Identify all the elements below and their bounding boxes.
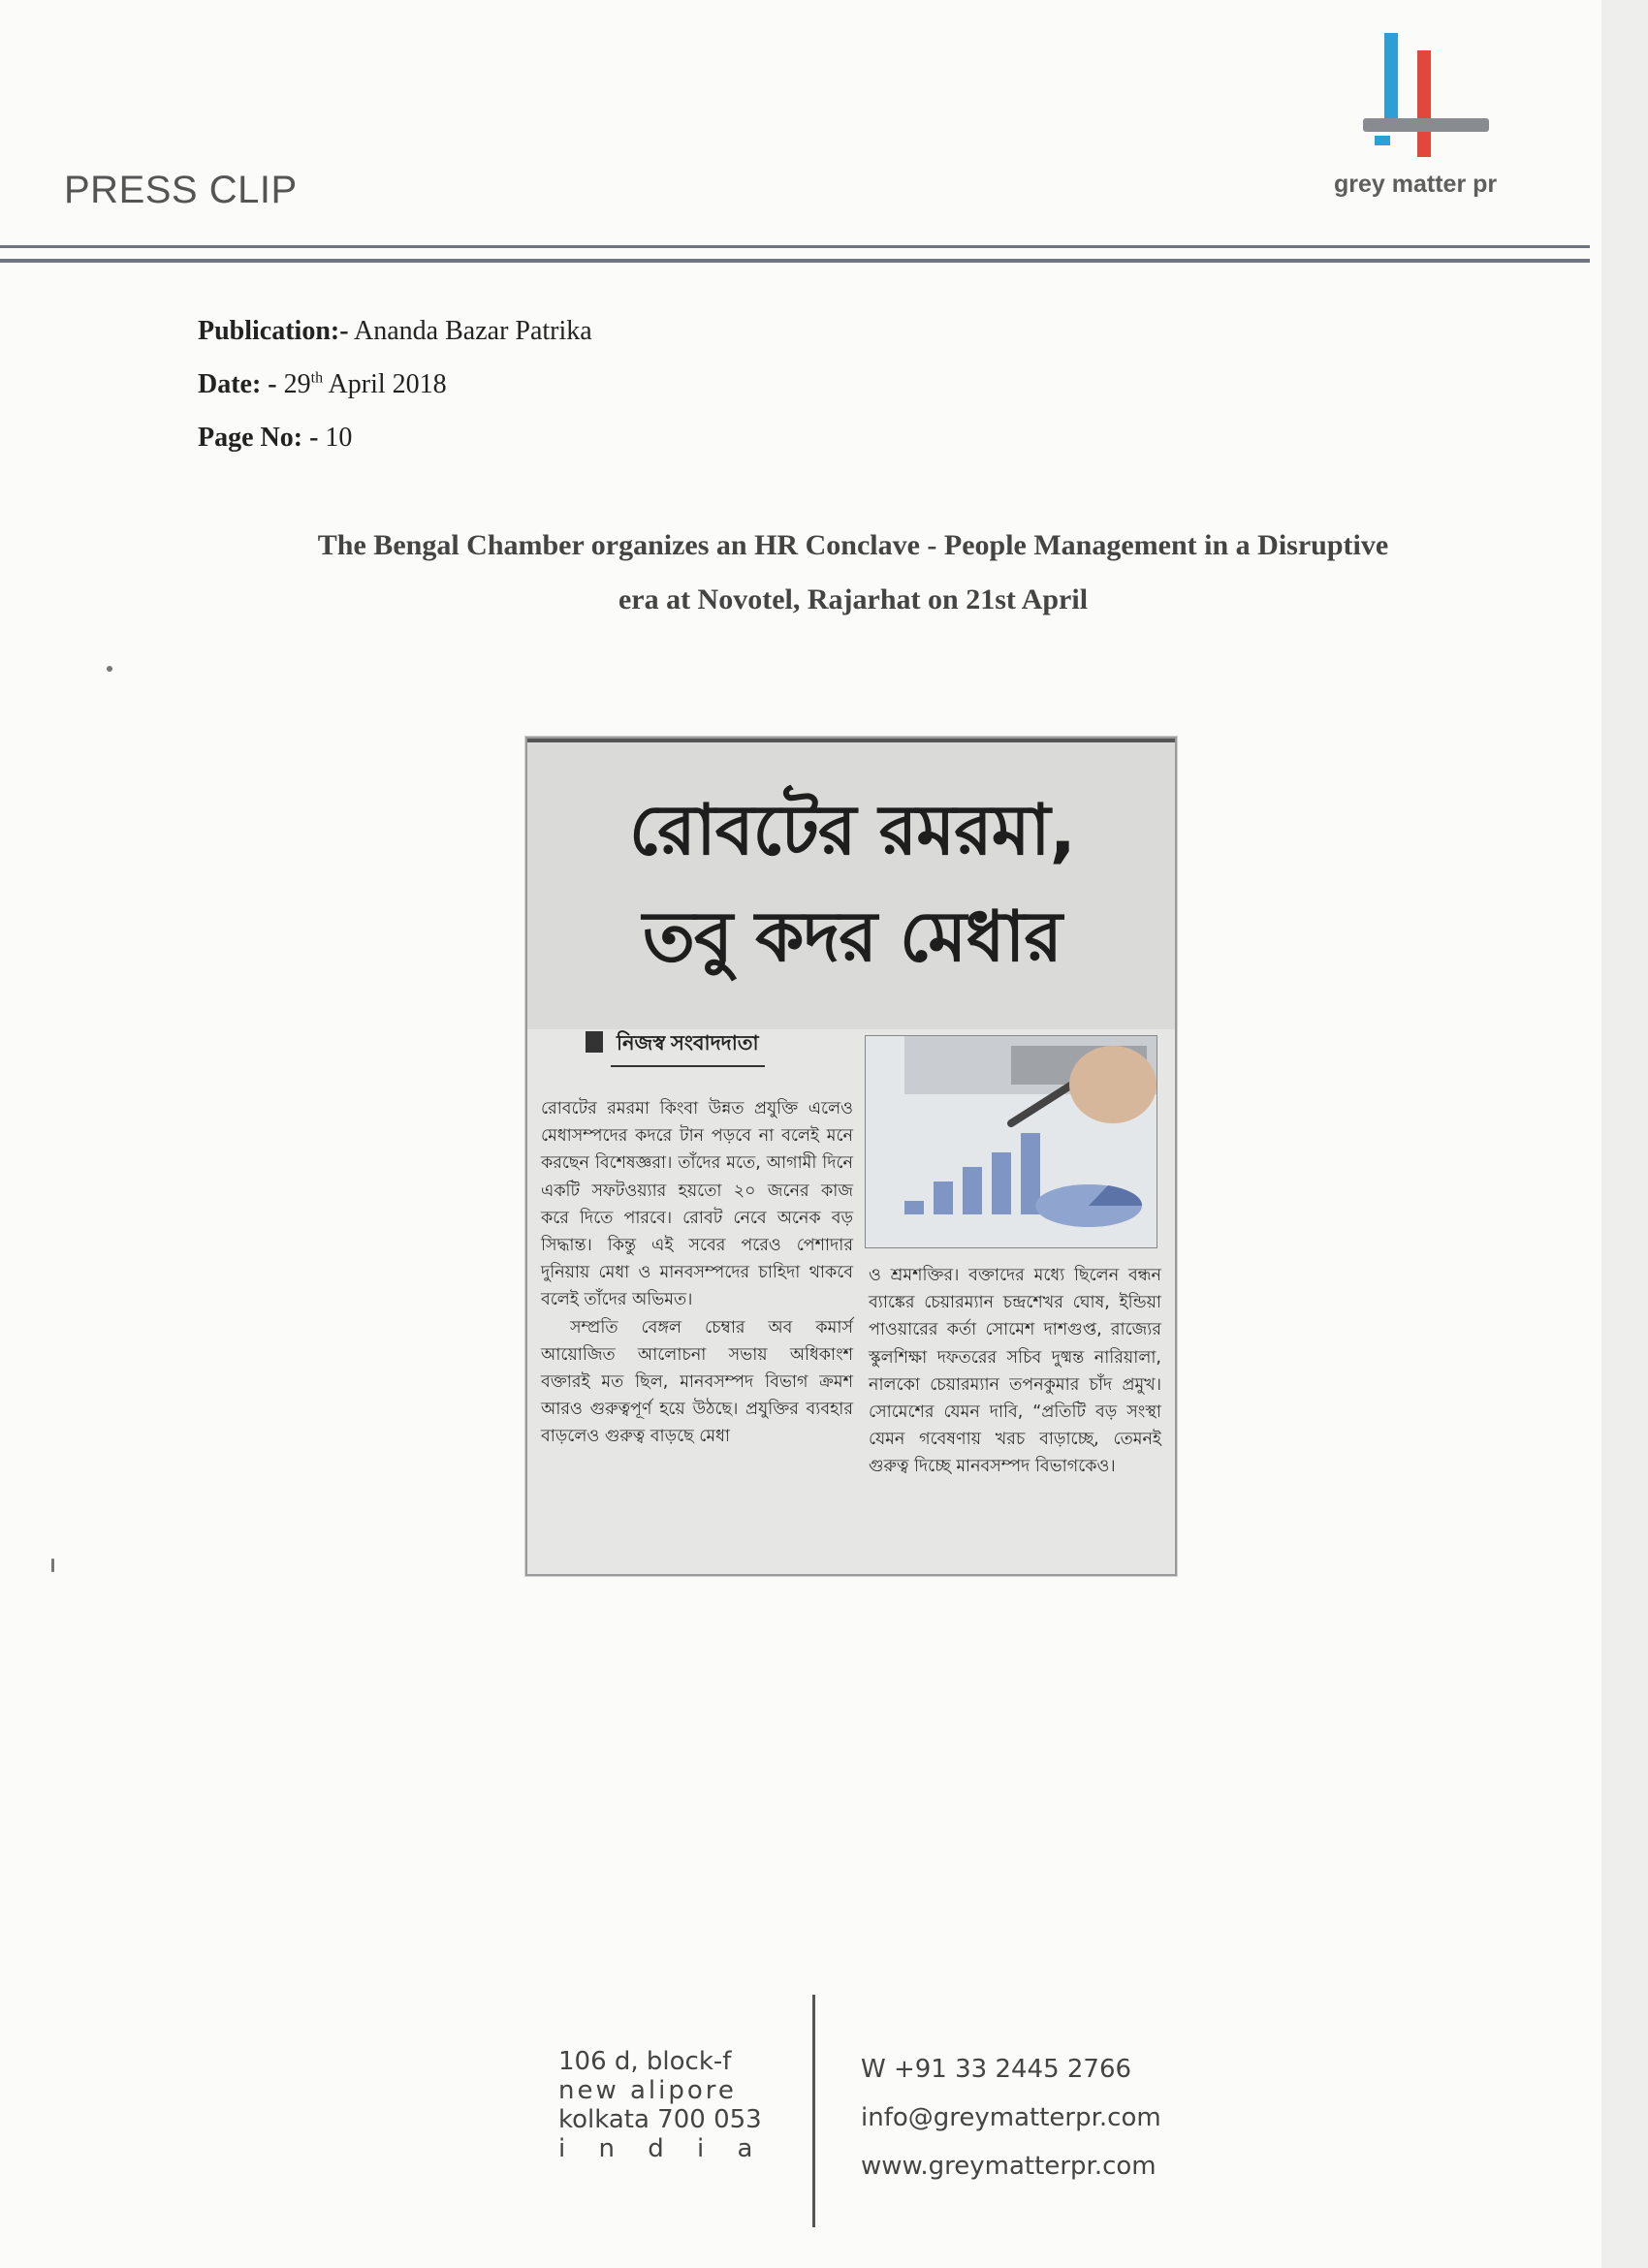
header-divider-secondary (0, 259, 1590, 263)
date-rest: April 2018 (328, 369, 447, 399)
footer-divider (812, 1995, 815, 2227)
clipping-title-line1: রোবটের রমরমা, (629, 789, 1075, 870)
article-column-left (541, 1095, 853, 1451)
address-line-4: i n d i a (558, 2134, 766, 2163)
article-paragraph-1: রোবটের রমরমা কিংবা উন্নত প্রযুক্তি এলেও মেধাসম্পদের কদরে টান পড়বে না বলেই মনে করছেন বিশেষজ্ঞরা। তাঁদের মতে, আগামী দিনে একটি সফটওয়্যার হয়তো ২০ জনের কাজ করে দিতে পারবে। রোবট নেবে অনেক বড় সিদ্ধান্ত। কিন্তু এই সবের পরেও পেশাদার দুনিয়ায় মেধা ও মানবসম্পদের চাহিদা থাকবে বলেই তাঁদের অভিমত। (541, 1099, 853, 1310)
address-line-2: new alipore (558, 2076, 737, 2105)
date-suffix: th (310, 369, 324, 387)
newspaper-clipping (525, 737, 1177, 1576)
footer-contact (861, 2045, 1161, 2190)
date-label: Date: - (198, 369, 277, 399)
article-paragraph-2: সম্প্রতি বেঙ্গল চেম্বার অব কমার্স আয়োজিত আলোচনা সভায় অধিকাংশ বক্তারই মত ছিল, মানবসম্পদ বিভাগ ক্রমশ আরও গুরুত্বপূর্ণ হয়ে উঠছে। প্রযুক্তির ব্যবহার বাড়লেও গুরুত্ব বাড়ছে মেধা (541, 1317, 853, 1447)
brand-name: grey matter pr (1334, 171, 1498, 198)
clipping-top-rule (527, 739, 1175, 742)
scan-page-edge (1601, 0, 1648, 2268)
publication-value: Ananda Bazar Patrika (354, 316, 592, 346)
header-divider (0, 245, 1590, 248)
page-value: 10 (325, 423, 353, 453)
article-headline-line2: era at Novotel, Rajarhat on 21st April (618, 583, 1089, 615)
publication-line (198, 316, 592, 347)
publication-label: Publication:- (198, 316, 349, 346)
article-headline-line1: The Bengal Chamber organizes an HR Conclave - People Management in a Disruptive (317, 529, 1389, 561)
scan-speck (107, 666, 112, 672)
date-day: 29 (283, 369, 311, 399)
byline: নিজস্ব সংবাদদাতা (611, 1027, 765, 1067)
page-title: PRESS CLIP (64, 169, 298, 211)
email-address: info@greymatterpr.com (861, 2103, 1161, 2132)
scan-speck (51, 1559, 54, 1572)
website-address: www.greymatterpr.com (861, 2152, 1157, 2181)
clipping-title-line2: তবু কদর মেধার (642, 896, 1062, 977)
address-line-3: kolkata 700 053 (558, 2105, 762, 2134)
address-line-1: 106 d, block-f (558, 2047, 732, 2076)
page-number-line (198, 423, 352, 454)
byline-marker (586, 1031, 603, 1053)
phone-number: W +91 33 2445 2766 (861, 2055, 1132, 2084)
chart-photo-icon (865, 1035, 1157, 1248)
article-paragraph-3: ও শ্রমশক্তির। বক্তাদের মধ্যে ছিলেন বন্ধন ব্যাঙ্কের চেয়ারম্যান চন্দ্রশেখর ঘোষ, ইন্ডিয়া পাওয়ারের কর্তা সোমেশ দাশগুপ্ত, রাজ্যের স্কুলশিক্ষা দফতরের সচিব দুষ্মন্ত নারিয়ালা, নালকো চেয়ারম্যান তপনকুমার চাঁদ প্রমুখ। সোমেশের যেমন দাবি, “প্রতিটি বড় সংস্থা যেমন গবেষণায় খরচ বাড়াচ্ছে, তেমনই গুরুত্ব দিচ্ছে মানবসম্পদ বিভাগকেও। (869, 1266, 1161, 1477)
page-label: Page No: - (198, 423, 319, 453)
footer-address (558, 2047, 765, 2163)
article-column-right (869, 1262, 1161, 1481)
date-line (198, 369, 447, 400)
